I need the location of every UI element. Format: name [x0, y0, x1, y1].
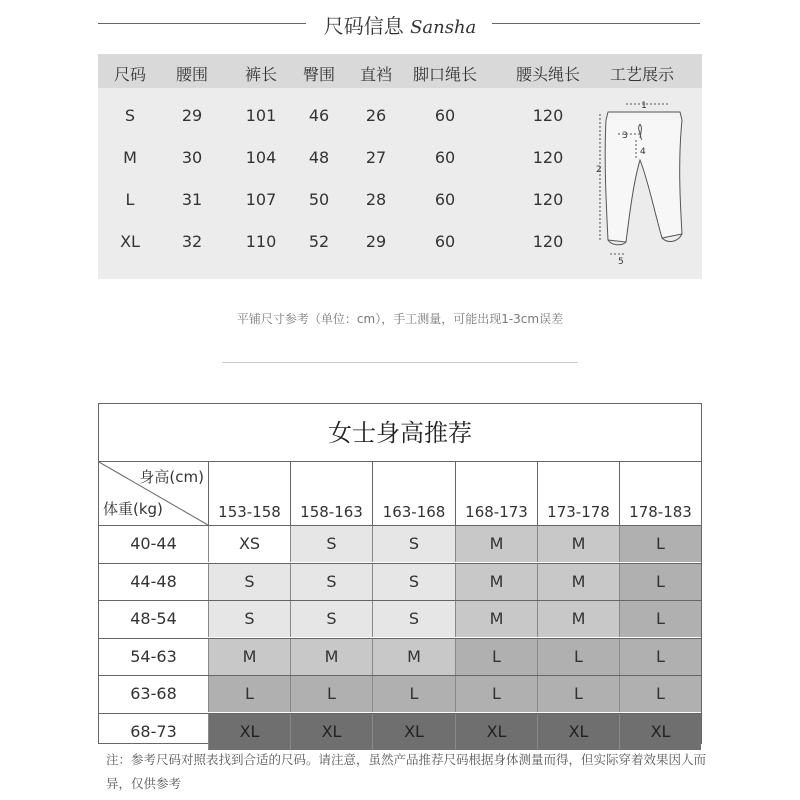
diagram-label-1: 1: [641, 101, 647, 111]
weight-row: [99, 638, 701, 675]
size-cell: 46: [308, 106, 330, 125]
size-recommendation-cell: L: [619, 564, 701, 600]
size-recommendation-cell: L: [372, 676, 455, 712]
height-range-label: 173-178: [547, 503, 610, 521]
size-cell: 50: [308, 190, 330, 209]
weight-range-label: 54-63: [130, 646, 177, 666]
size-recommendation-cell: M: [455, 601, 537, 637]
recommendation-disclaimer: 注：参考尺码对照表找到合适的尺码。请注意，虽然产品推荐尺码根据身体测量而得，但实际穿着效果因人而异，仅供参考: [106, 752, 707, 791]
size-cell: 26: [365, 106, 387, 125]
size-recommendation-cell: L: [619, 601, 701, 637]
size-recommendation-cell: XL: [455, 714, 537, 750]
height-range-label: 168-173: [465, 503, 528, 521]
weight-row: [99, 600, 701, 637]
size-cell: 120: [532, 148, 564, 167]
height-range-label: 178-183: [629, 503, 692, 521]
size-recommendation-cell: S: [290, 564, 372, 600]
size-recommendation-cell: S: [372, 564, 455, 600]
size-col-header: 裤长: [244, 65, 277, 84]
size-recommendation-cell: XL: [372, 714, 455, 750]
size-recommendation-cell: L: [290, 676, 372, 712]
size-col-header: 臀围: [302, 65, 335, 84]
size-recommendation-cell: M: [208, 639, 290, 675]
weight-range-label: 40-44: [130, 534, 177, 553]
size-recommendation-cell: L: [619, 639, 701, 675]
size-cell: 101: [245, 106, 277, 125]
size-recommendation-cell: S: [290, 526, 372, 562]
size-recommendation-cell: L: [208, 676, 290, 712]
height-range-label: 158-163: [300, 503, 363, 521]
size-cell: 30: [181, 148, 203, 167]
size-recommendation-cell: S: [208, 601, 290, 637]
size-cell: 60: [434, 106, 456, 125]
size-info-title: [318, 10, 482, 39]
size-col-header: 工艺展示: [609, 65, 674, 84]
diagram-label-5: 5: [618, 257, 624, 267]
weight-range-label: 44-48: [130, 571, 177, 591]
size-recommendation-cell: XL: [619, 714, 701, 750]
size-cell: 27: [365, 148, 387, 167]
size-recommendation-cell: L: [455, 676, 537, 712]
size-recommendation-cell: XL: [537, 714, 619, 750]
size-cell: 29: [365, 232, 387, 251]
size-recommendation-cell: M: [372, 639, 455, 675]
size-cell: 28: [365, 190, 387, 209]
weight-axis-label: 体重(kg): [103, 500, 163, 518]
size-recommendation-cell: M: [290, 639, 372, 675]
diagram-label-3: 3: [622, 131, 628, 141]
height-recommendation-table: [98, 403, 702, 744]
size-recommendation-cell: L: [537, 639, 619, 675]
recommendation-title: 女士身高推荐: [99, 404, 701, 462]
size-col-header: 直裆: [359, 65, 392, 84]
size-cell: 120: [532, 106, 564, 125]
table-corner-header: [99, 462, 208, 525]
size-table-header: [98, 54, 702, 88]
size-cell: 60: [434, 232, 456, 251]
height-col-header: [537, 462, 619, 525]
size-cell: 104: [245, 148, 277, 167]
size-recommendation-cell: M: [537, 601, 619, 637]
weight-range-label: 68-73: [130, 721, 177, 741]
size-cell: 110: [245, 232, 277, 251]
size-recommendation-cell: L: [619, 526, 701, 562]
size-recommendation-cell: XS: [208, 526, 290, 562]
weight-row: [99, 713, 701, 750]
size-col-header: 腰头绳长: [515, 65, 580, 84]
size-col-header: 腰围: [175, 65, 208, 84]
height-col-header: [372, 462, 455, 525]
size-cell: 60: [434, 148, 456, 167]
size-cell: 29: [181, 106, 203, 125]
size-recommendation-cell: L: [455, 639, 537, 675]
size-recommendation-cell: L: [537, 676, 619, 712]
weight-row: [99, 675, 701, 712]
header-left-rule: [98, 23, 306, 24]
size-recommendation-cell: M: [455, 564, 537, 600]
size-cell: S: [124, 106, 136, 125]
size-cell: L: [125, 190, 135, 209]
size-cell: XL: [120, 232, 140, 251]
size-recommendation-cell: M: [455, 526, 537, 562]
brand-name: Sansha: [410, 17, 477, 38]
height-col-header: [290, 462, 372, 525]
size-cell: 120: [532, 232, 564, 251]
size-cell: 107: [245, 190, 277, 209]
size-cell: 60: [434, 190, 456, 209]
height-col-header: [208, 462, 290, 525]
size-cell: 52: [308, 232, 330, 251]
weight-row: [99, 563, 701, 600]
diagram-label-2: 2: [596, 165, 602, 175]
size-col-header: 脚口绳长: [412, 65, 477, 84]
weight-row: [99, 525, 701, 562]
size-info-header: [0, 6, 800, 40]
height-axis-label: 身高(cm): [139, 468, 204, 486]
diagram-label-4: 4: [640, 147, 646, 157]
size-cell: 120: [532, 190, 564, 209]
height-range-label: 153-158: [218, 503, 281, 521]
weight-range-label: 48-54: [130, 609, 177, 628]
size-recommendation-cell: L: [619, 676, 701, 712]
size-cell: 48: [308, 148, 330, 167]
header-right-rule: [492, 23, 700, 24]
pants-diagram-image: [596, 100, 692, 268]
size-recommendation-cell: S: [372, 526, 455, 562]
height-range-label: 163-168: [382, 503, 446, 521]
height-col-header: [455, 462, 537, 525]
height-col-header: [619, 462, 701, 525]
size-info-title-text: 尺码信息: [323, 14, 404, 38]
size-recommendation-cell: S: [290, 601, 372, 637]
size-recommendation-cell: M: [537, 526, 619, 562]
size-recommendation-cell: S: [372, 601, 455, 637]
weight-range-label: 63-68: [130, 684, 177, 703]
size-cell: 32: [181, 232, 203, 251]
size-cell: 31: [181, 190, 203, 209]
size-cell: M: [123, 148, 137, 167]
size-recommendation-cell: XL: [208, 714, 290, 750]
measurement-note: 平铺尺寸参考（单位：cm），手工测量，可能出现1-3cm误差: [236, 312, 564, 326]
size-recommendation-cell: XL: [290, 714, 372, 750]
size-col-header: 尺码: [113, 65, 146, 84]
section-divider: [222, 362, 578, 363]
size-recommendation-cell: M: [537, 564, 619, 600]
size-recommendation-cell: S: [208, 564, 290, 600]
